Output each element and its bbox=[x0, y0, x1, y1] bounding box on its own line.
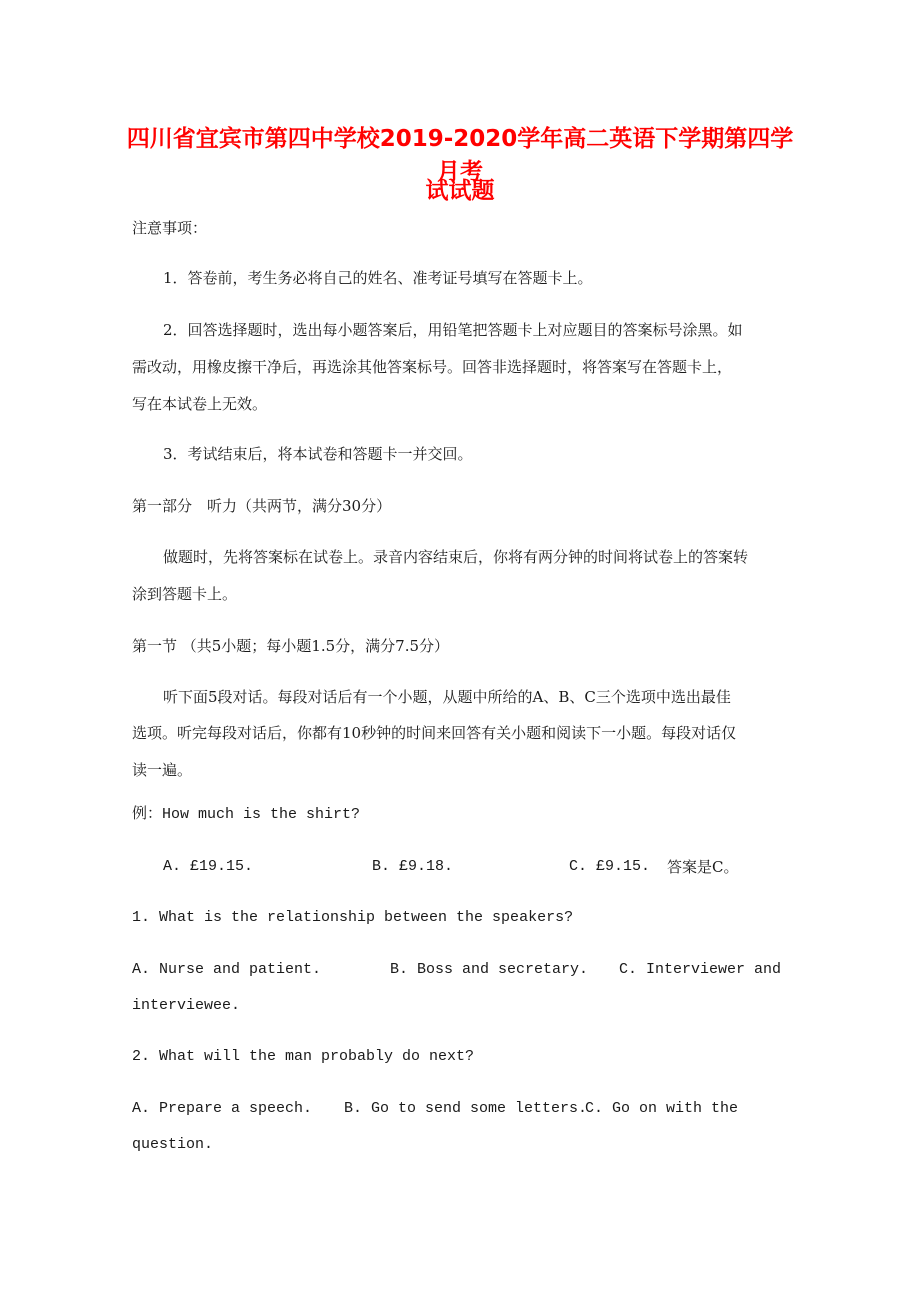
question-2: 2. What will the man probably do next? bbox=[132, 1048, 475, 1065]
notice-item-2: 2．回答选择题时，选出每小题答案后，用铅笔把答题卡上对应题目的答案标号涂黑。如 bbox=[163, 321, 743, 339]
notice-item-2-cont2: 写在本试卷上无效。 bbox=[132, 395, 268, 413]
section1-intro-cont2: 读一遍。 bbox=[132, 761, 193, 779]
example-question: 例：How much is the shirt? bbox=[132, 806, 361, 823]
notice-item-2-cont: 需改动，用橡皮擦干净后，再选涂其他答案标号。回答非选择题时，将答案写在答题卡上， bbox=[132, 358, 733, 376]
question-1: 1. What is the relationship between the speakers? bbox=[132, 909, 574, 926]
part1-heading: 第一部分 听力（共两节，满分30分） bbox=[132, 497, 392, 515]
question-1-option-c-cont: interviewee. bbox=[132, 997, 241, 1014]
part1-intro: 做题时，先将答案标在试卷上。录音内容结束后，你将有两分钟的时间将试卷上的答案转 bbox=[163, 548, 749, 566]
part1-intro-cont: 涂到答题卡上。 bbox=[132, 585, 238, 603]
notice-item-3: 3．考试结束后，将本试卷和答题卡一并交回。 bbox=[163, 445, 473, 463]
question-2-option-c: C. Go on with the bbox=[585, 1100, 739, 1117]
question-2-option-b: B. Go to send some letters. bbox=[344, 1100, 588, 1117]
notice-item-1: 1．答卷前，考生务必将自己的姓名、准考证号填写在答题卡上。 bbox=[163, 269, 593, 287]
section1-heading: 第一节 （共5小题；每小题1.5分，满分7.5分） bbox=[132, 637, 450, 655]
section1-intro: 听下面5段对话。每段对话后有一个小题，从题中所给的A、B、C三个选项中选出最佳 bbox=[163, 688, 731, 706]
question-1-option-c: C. Interviewer and bbox=[619, 961, 782, 978]
notice-heading: 注意事项： bbox=[132, 219, 208, 237]
example-option-c: C. £9.15. bbox=[569, 858, 651, 875]
example-option-b: B. £9.18. bbox=[372, 858, 454, 875]
document-title-line1: 四川省宜宾市第四中学校2019-2020学年高二英语下学期第四学月考 bbox=[126, 126, 794, 185]
example-option-a: A. £19.15. bbox=[163, 858, 254, 875]
document-title-line2: 试试题 bbox=[425, 178, 495, 204]
example-answer: 答案是C。 bbox=[667, 858, 739, 876]
question-2-option-a: A. Prepare a speech. bbox=[132, 1100, 313, 1117]
question-1-option-a: A. Nurse and patient. bbox=[132, 961, 322, 978]
section1-intro-cont: 选项。听完每段对话后，你都有10秒钟的时间来回答有关小题和阅读下一小题。每段对话仅 bbox=[132, 724, 737, 742]
question-2-option-c-cont: question. bbox=[132, 1136, 214, 1153]
question-1-option-b: B. Boss and secretary. bbox=[390, 961, 589, 978]
